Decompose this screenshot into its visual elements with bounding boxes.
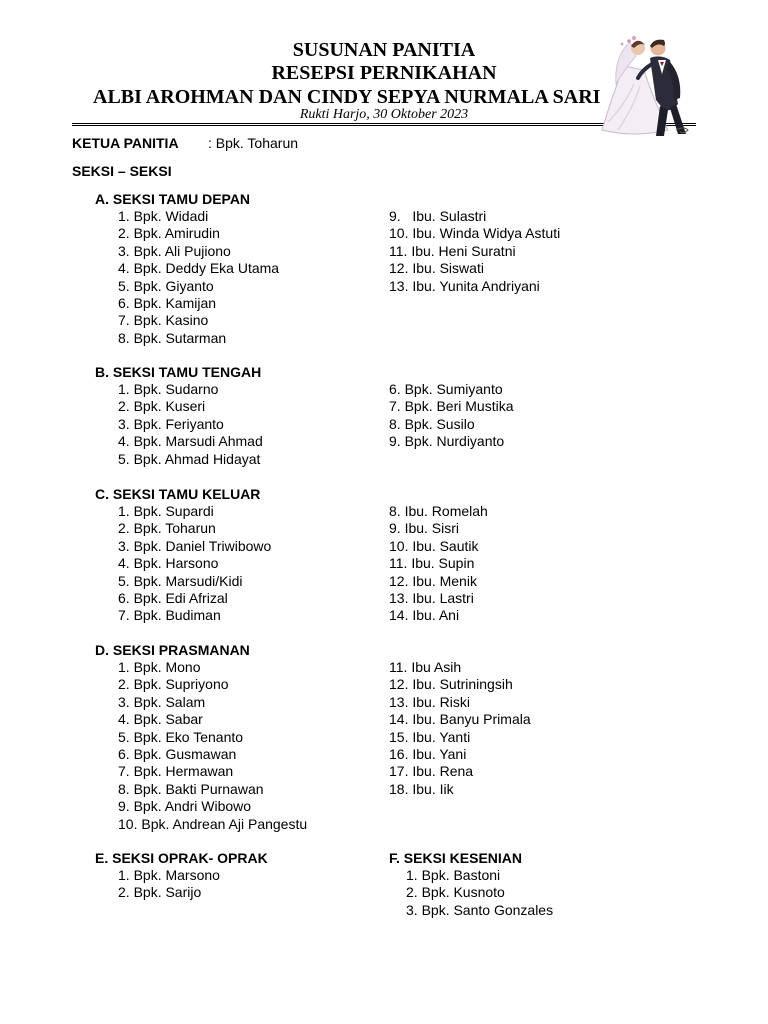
wedding-couple-illustration xyxy=(594,26,698,138)
list-item: 3. Bpk. Salam xyxy=(118,693,206,710)
list-item: 5. Bpk. Ahmad Hidayat xyxy=(118,450,261,467)
section-a-right-list xyxy=(389,208,560,295)
list-item: 3. Bpk. Ali Pujiono xyxy=(118,242,231,259)
list-item: 2. Bpk. Sarijo xyxy=(118,884,202,901)
list-item: 8. Bpk. Susilo xyxy=(389,415,475,432)
list-item: 11. Ibu Asih xyxy=(389,659,462,675)
list-item: 7. Bpk. Kasino xyxy=(118,312,209,329)
list-item: 4. Bpk. Harsono xyxy=(118,555,219,572)
list-item: 1. Bpk. Supardi xyxy=(118,503,214,519)
list-item: 4. Bpk. Marsudi Ahmad xyxy=(118,433,263,450)
list-item: 11. Ibu. Heni Suratni xyxy=(389,242,516,259)
section-d-left-list xyxy=(118,659,307,833)
section-d-title: D. SEKSI PRASMANAN xyxy=(95,642,250,658)
list-item: 6. Bpk. Edi Afrizal xyxy=(118,589,228,606)
list-item: 12. Ibu. Menik xyxy=(389,572,477,589)
list-item: 8. Bpk. Bakti Purnawan xyxy=(118,780,264,797)
list-item: 12. Ibu. Sutriningsih xyxy=(389,676,513,693)
list-item: 6. Bpk. Sumiyanto xyxy=(389,381,503,397)
list-item: 7. Bpk. Beri Mustika xyxy=(389,398,514,415)
list-item: 3. Bpk. Feriyanto xyxy=(118,415,224,432)
list-item: 1. Bpk. Sudarno xyxy=(118,381,219,397)
section-e-list xyxy=(118,867,220,902)
header-couple-names: ALBI AROHMAN DAN CINDY SEPYA NURMALA SARI xyxy=(93,86,601,108)
list-item: 2. Bpk. Kuseri xyxy=(118,398,206,415)
list-item: 1. Bpk. Bastoni xyxy=(406,867,501,883)
section-c-title: C. SEKSI TAMU KELUAR xyxy=(95,486,261,502)
list-item: 10. Ibu. Sautik xyxy=(389,537,479,554)
header-place-date: Rukti Harjo, 30 Oktober 2023 xyxy=(299,107,469,122)
list-item: 15. Ibu. Yanti xyxy=(389,728,471,745)
list-item: 7. Bpk. Budiman xyxy=(118,607,221,624)
list-item: 13. Ibu. Yunita Andriyani xyxy=(389,277,540,294)
section-c-left-list xyxy=(118,503,271,625)
list-item: 10. Ibu. Winda Widya Astuti xyxy=(389,225,561,242)
list-item: 1. Bpk. Widadi xyxy=(118,208,209,224)
list-item: 11. Ibu. Supin xyxy=(389,555,475,572)
list-item: 1. Bpk. Marsono xyxy=(118,867,220,883)
section-a-left-list xyxy=(118,208,279,347)
document-header xyxy=(0,0,768,140)
list-item: 4. Bpk. Sabar xyxy=(118,711,203,728)
list-item: 5. Bpk. Marsudi/Kidi xyxy=(118,572,243,589)
list-item: 16. Ibu. Yani xyxy=(389,745,467,762)
ketua-panitia-row xyxy=(72,135,298,151)
list-item: 6. Bpk. Kamijan xyxy=(118,294,217,311)
list-item: 9. Bpk. Andri Wibowo xyxy=(118,798,252,815)
section-b-title: B. SEKSI TAMU TENGAH xyxy=(95,364,262,380)
list-item: 3. Bpk. Santo Gonzales xyxy=(406,901,554,918)
list-item: 2. Bpk. Amirudin xyxy=(118,225,220,242)
list-item: 4. Bpk. Deddy Eka Utama xyxy=(118,260,280,277)
list-item: 9. Ibu. Sisri xyxy=(389,520,460,537)
section-d-right-list xyxy=(389,659,531,798)
ketua-label: KETUA PANITIA xyxy=(72,135,179,151)
list-item: 17. Ibu. Rena xyxy=(389,763,474,780)
section-f-title: F. SEKSI KESENIAN xyxy=(389,850,523,866)
list-item: 18. Ibu. Iik xyxy=(389,780,454,797)
section-a-title: A. SEKSI TAMU DEPAN xyxy=(95,191,251,207)
list-item: 14. Ibu. Ani xyxy=(389,607,460,624)
list-item: 8. Bpk. Sutarman xyxy=(118,329,227,346)
list-item: 9. Ibu. Sulastri xyxy=(389,208,487,224)
list-item: 12. Ibu. Siswati xyxy=(389,260,484,277)
section-f-list xyxy=(406,867,553,919)
list-item: 13. Ibu. Lastri xyxy=(389,589,474,606)
list-item: 7. Bpk. Hermawan xyxy=(118,763,234,780)
list-item: 10. Bpk. Andrean Aji Pangestu xyxy=(118,815,308,832)
list-item: 8. Ibu. Romelah xyxy=(389,503,488,519)
list-item: 14. Ibu. Banyu Primala xyxy=(389,711,531,728)
list-item: 2. Bpk. Kusnoto xyxy=(406,884,505,901)
ketua-value: : Bpk. Toharun xyxy=(208,135,299,151)
section-e-title: E. SEKSI OPRAK- OPRAK xyxy=(95,850,268,866)
list-item: 13. Ibu. Riski xyxy=(389,693,470,710)
list-item: 3. Bpk. Daniel Triwibowo xyxy=(118,537,272,554)
list-item: 1. Bpk. Mono xyxy=(118,659,201,675)
section-c-right-list xyxy=(389,503,488,625)
header-subtitle: RESEPSI PERNIKAHAN xyxy=(271,62,497,84)
section-b-right-list xyxy=(389,381,514,451)
list-item: 2. Bpk. Toharun xyxy=(118,520,216,537)
seksi-heading: SEKSI – SEKSI xyxy=(72,163,172,179)
list-item: 9. Bpk. Nurdiyanto xyxy=(389,433,505,450)
section-b-left-list xyxy=(118,381,263,468)
header-title: SUSUNAN PANITIA xyxy=(292,39,476,61)
list-item: 2. Bpk. Supriyono xyxy=(118,676,229,693)
list-item: 5. Bpk. Giyanto xyxy=(118,277,214,294)
list-item: 6. Bpk. Gusmawan xyxy=(118,745,237,762)
list-item: 5. Bpk. Eko Tenanto xyxy=(118,728,244,745)
